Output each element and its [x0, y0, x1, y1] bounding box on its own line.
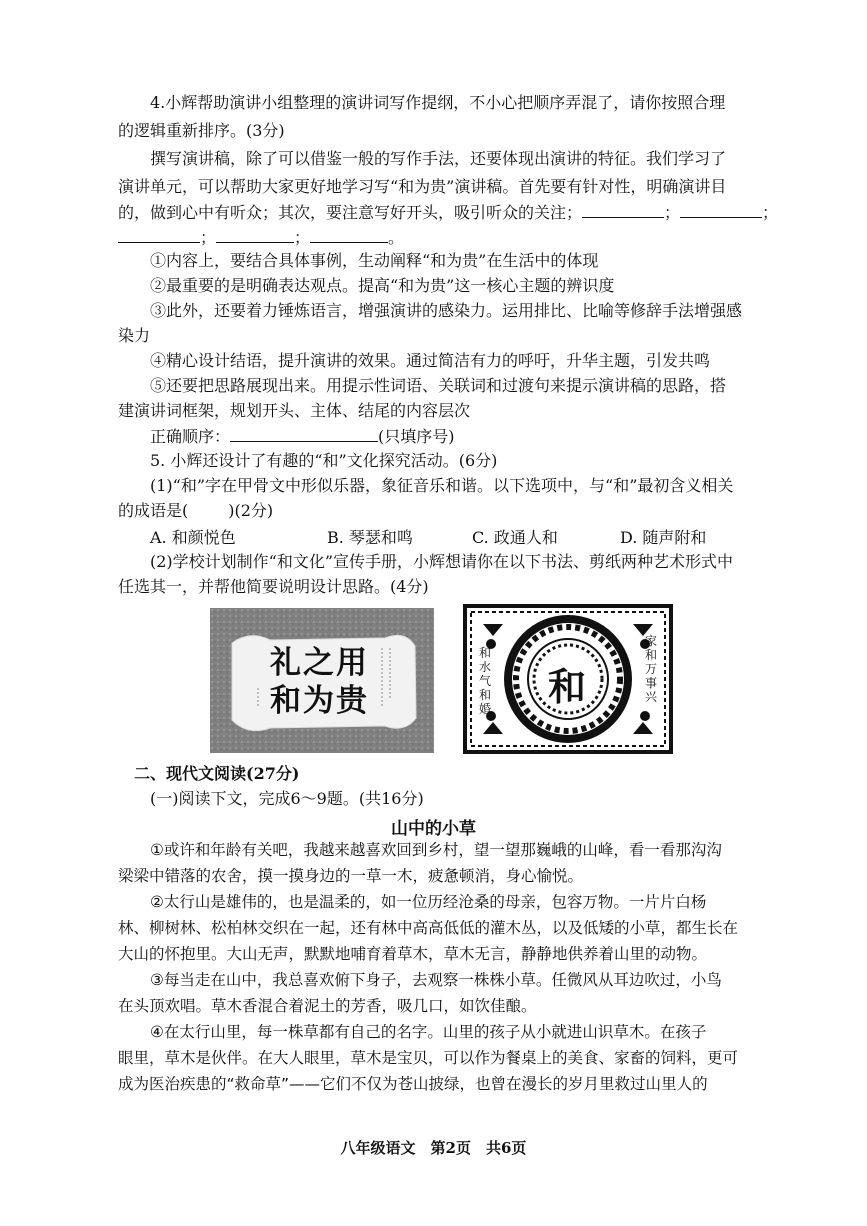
- char: 用: [336, 645, 369, 681]
- calligraphy-row-2: [270, 682, 380, 720]
- papercut-left-text: 和水气和婚: [479, 646, 492, 716]
- section-subheading: (一)阅读下文，完成6～9题。(共16分): [150, 789, 424, 808]
- article-para-3-line1: ③每当走在山中，我总喜欢俯下身子，去观察一株株小草。任微风从耳边吹过，小鸟: [150, 971, 722, 989]
- period: 。: [388, 228, 405, 247]
- q5-sub1-line1: (1)“和”字在甲骨文中形似乐器，象征音乐和谐。以下选项中，与“和”最初含义相关: [150, 476, 734, 495]
- q4-item-5a: ⑤还要把思路展现出来。用提示性词语、关联词和过渡句来提示演讲稿的思路，搭: [150, 376, 727, 395]
- article-para-2-line2: 林、柳树林、松柏林交织在一起，还有林中高高低低的灌木丛，以及低矮的小草，都生长在: [118, 919, 739, 937]
- page-footer: 八年级语文 第2页 共6页: [340, 1139, 527, 1157]
- option-b[interactable]: B. 琴瑟和鸣: [327, 528, 413, 547]
- semicolon: ；: [294, 228, 311, 247]
- article-para-4-line2: 眼里，草木是伙伴。在大人眼里，草木是宝贝，可以作为餐桌上的美食、家畜的饲料，更可: [118, 1049, 739, 1067]
- order-answer-blank[interactable]: [230, 425, 378, 442]
- article-para-1-line2: 梁梁中错落的农舍，摸一摸身边的一草一木，疲惫顿消，身心愉悦。: [118, 867, 584, 885]
- q5-stem: 5. 小辉还设计了有趣的“和”文化探究活动。(6分): [150, 451, 498, 470]
- option-c[interactable]: C. 政通人和: [472, 528, 558, 547]
- q5-sub2-line1: (2)学校计划制作“和文化”宣传手册，小辉想请你在以下书法、剪纸两种艺术形式中: [150, 552, 734, 571]
- article-para-4-line3: 成为医治疾患的“救命草”——它们不仅为苍山披绿，也曾在漫长的岁月里救过山里人的: [118, 1075, 708, 1093]
- article-para-4-line1: ④在太行山里，每一株草都有自己的名字。山里的孩子从小就进山识草木。在孩子: [150, 1023, 707, 1041]
- section-heading: 二、现代文阅读(27分): [134, 764, 300, 783]
- article-para-2-line1: ②太行山是雄伟的，也是温柔的，如一位历经沧桑的母亲，包容万物。一片片白杨: [150, 893, 707, 911]
- q4-item-3a: ③此外，还要着力锤炼语言，增强演讲的感染力。运用排比、比喻等修辞手法增强感: [150, 301, 743, 320]
- q5-sub2-line2: 任选其一，并帮他简要说明设计思路。(4分): [118, 577, 429, 596]
- q4-item-4: ④精心设计结语，提升演讲的效果。通过简洁有力的呼吁，升华主题，引发共鸣: [150, 351, 711, 370]
- order-label: 正确顺序：: [150, 427, 231, 446]
- q4-order-line: [150, 425, 455, 448]
- calligraphy-image: [210, 608, 434, 753]
- answer-blank-5[interactable]: [310, 226, 388, 243]
- q4-para-line3-text: 的，做到心中有听众；其次，要注意写好开头，吸引听众的关注；: [118, 203, 583, 222]
- q4-item-5b: 建演讲词框架，规划开头、主体、结尾的内容层次: [118, 401, 471, 420]
- semicolon: ；: [762, 203, 779, 222]
- semicolon: ；: [200, 228, 217, 247]
- q4-stem-line1: 4.小辉帮助演讲小组整理的演讲词写作提纲，不小心把顺序弄混了，请你按照合理: [150, 93, 726, 112]
- calligraphy-text: [270, 644, 380, 720]
- calligraphy-row-1: [270, 644, 380, 682]
- answer-blank-3[interactable]: [118, 226, 200, 243]
- q4-stem-line2: 的逻辑重新排序。(3分): [118, 121, 285, 140]
- papercut-right-text: 家和万事兴: [645, 634, 658, 704]
- papercut-image: [463, 604, 673, 754]
- char: 和: [270, 683, 303, 719]
- q4-para-line3: [118, 201, 778, 224]
- char: 为: [303, 683, 336, 719]
- article-para-2-line3: 大山的怀抱里。大山无声，默默地哺育着草木，草木无言，静静地供养着山里的动物。: [118, 945, 708, 963]
- option-a[interactable]: A. 和颜悦色: [150, 528, 236, 547]
- order-hint: (只填序号): [378, 427, 455, 446]
- char: 之: [303, 645, 336, 681]
- option-d[interactable]: D. 随声附和: [620, 528, 707, 547]
- q5-sub1-prefix: 的成语是(: [118, 501, 189, 520]
- q5-sub1-line2: [118, 500, 273, 522]
- q5-sub1-suffix: )(2分): [228, 501, 274, 520]
- q4-item-1: ①内容上，要结合具体事例，生动阐释“和为贵”在生活中的体现: [150, 251, 599, 270]
- article-para-1-line1: ①或许和年龄有关吧，我越来越喜欢回到乡村，望一望那巍峨的山峰，看一看那沟沟: [150, 841, 722, 859]
- char: 贵: [336, 683, 369, 719]
- char: 礼: [270, 645, 303, 681]
- answer-blank-4[interactable]: [216, 226, 294, 243]
- papercut-center-char: 和: [548, 664, 587, 709]
- q4-item-2: ②最重要的是明确表达观点。提高“和为贵”这一核心主题的辨识度: [150, 276, 615, 295]
- q4-item-3b: 染力: [118, 326, 151, 345]
- q4-para-line2: 演讲单元，可以帮助大家更好地学习写“和为贵”演讲稿。首先要有针对性，明确演讲目: [118, 177, 727, 196]
- q4-para-line1: 撰写演讲稿，除了可以借鉴一般的写作手法，还要体现出演讲的特征。我们学习了: [150, 149, 727, 168]
- answer-blank-2[interactable]: [680, 201, 762, 218]
- q4-para-line4: [118, 226, 404, 249]
- article-para-3-line2: 在头顶欢唱。草木香混合着泥土的芳香，吸几口，如饮佳酿。: [118, 997, 537, 1015]
- answer-blank-1[interactable]: [582, 201, 664, 218]
- article-title: 山中的小草: [391, 819, 476, 839]
- semicolon: ；: [664, 203, 681, 222]
